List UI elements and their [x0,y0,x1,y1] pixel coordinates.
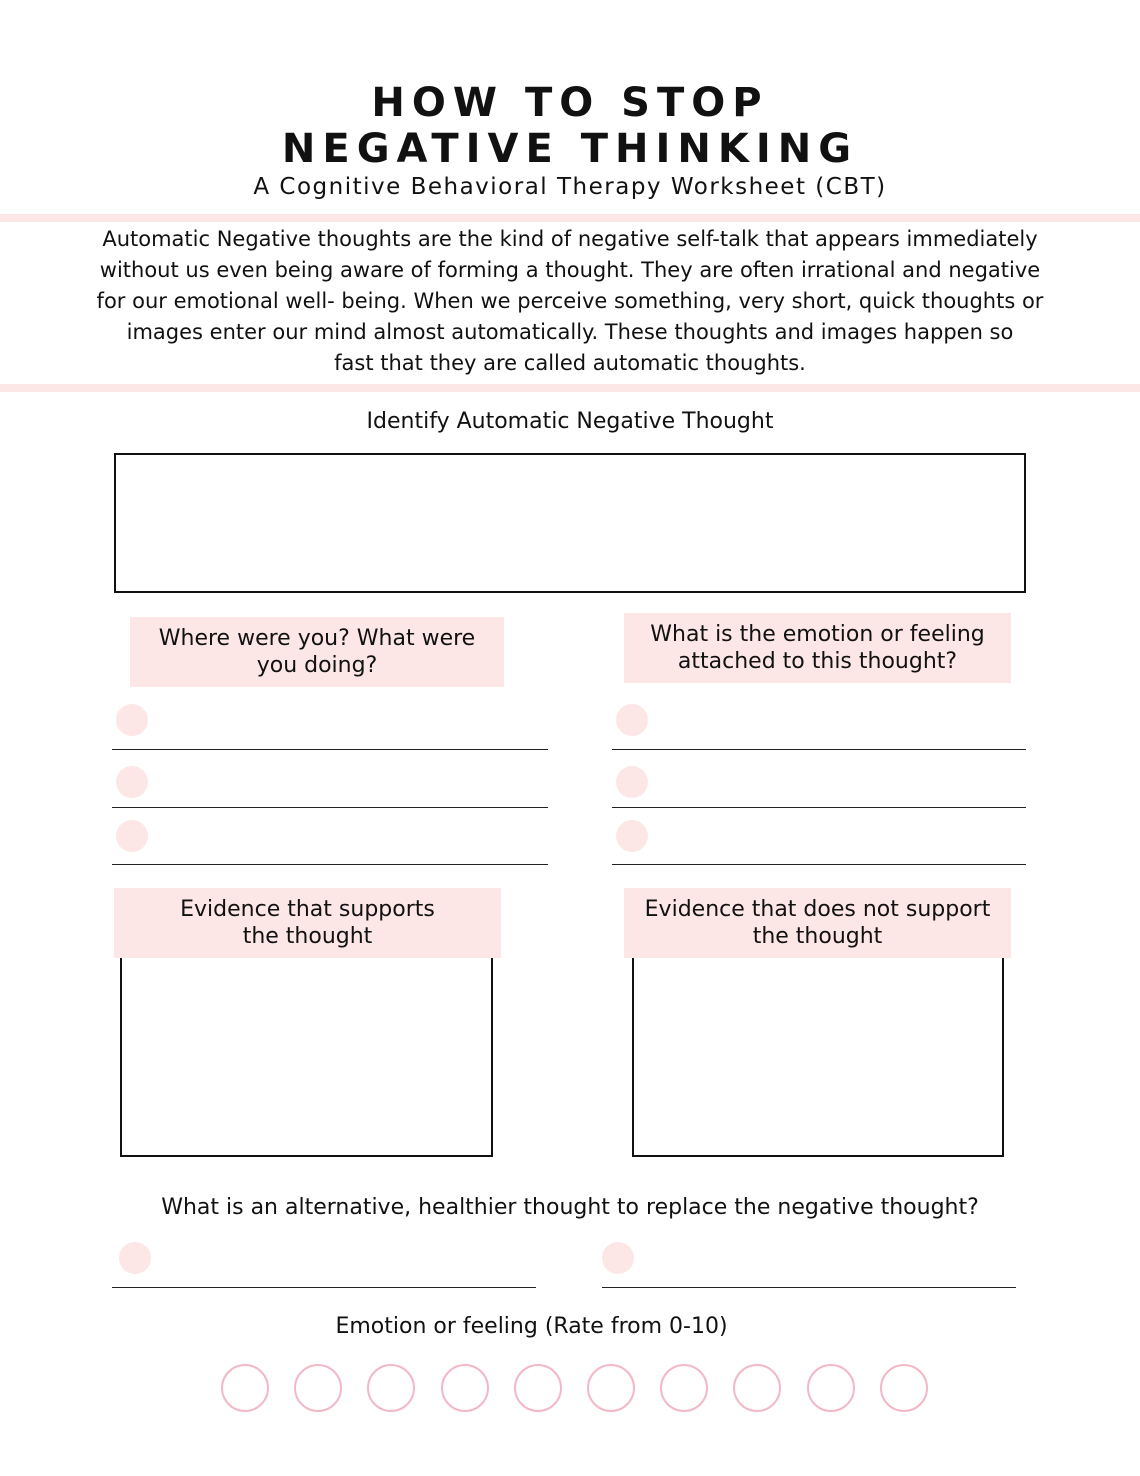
bullet-dot [116,704,148,736]
rating-circle-3[interactable] [441,1364,489,1412]
supports-prompt [114,888,501,958]
alternative-label: What is an alternative, healthier thought to replace the negative thought? [161,1195,979,1220]
identify-label: Identify Automatic Negative Thought [366,409,774,434]
where-prompt-line: you doing? [256,653,378,678]
bullet-dot [602,1242,634,1274]
not-support-evidence-box[interactable] [632,958,1004,1157]
rating-circle-4[interactable] [514,1364,562,1412]
bullet-dot [616,820,648,852]
supports-prompt-line: Evidence that supports [180,897,435,922]
bullet-dot [116,766,148,798]
rating-circle-8[interactable] [807,1364,855,1412]
rating-circle-6[interactable] [660,1364,708,1412]
top-divider-band [0,214,1140,222]
supports-evidence-box[interactable] [120,958,493,1157]
alternative-answer-line-2[interactable] [602,1287,1016,1288]
not-support-prompt-line: Evidence that does not support [644,897,991,922]
rating-circle-5[interactable] [587,1364,635,1412]
not-support-prompt-line: the thought [752,924,883,949]
emotion-answer-line-1[interactable] [612,749,1026,750]
supports-prompt-line: the thought [242,924,373,949]
intro-line: for our emotional well- being. When we perceive something, very short, quick thoughts or [96,289,1044,313]
rating-scale [221,1364,931,1412]
rating-circle-1[interactable] [294,1364,342,1412]
intro-line: fast that they are called automatic thoughts. [334,351,806,375]
subtitle: A Cognitive Behavioral Therapy Worksheet (CBT) [253,174,887,200]
emotion-prompt-line: attached to this thought? [677,649,958,674]
bullet-dot [116,820,148,852]
bottom-divider-band [0,384,1140,392]
emotion-prompt-line: What is the emotion or feeling [650,622,985,647]
identify-thought-box[interactable] [114,453,1026,593]
not-support-prompt [624,888,1011,958]
intro-line: images enter our mind almost automatically. These thoughts and images happen so [126,320,1014,344]
rating-label: Emotion or feeling (Rate from 0-10) [335,1314,728,1339]
intro-line: without us even being aware of forming a thought. They are often irrational and negative [99,258,1041,282]
alternative-answer-line-1[interactable] [112,1287,536,1288]
bullet-dot [119,1242,151,1274]
rating-circle-2[interactable] [367,1364,415,1412]
rating-circle-9[interactable] [880,1364,928,1412]
title-line-2: NEGATIVE THINKING [281,126,859,172]
title-line-1: HOW TO STOP [371,80,769,126]
where-answer-line-2[interactable] [112,807,548,808]
bullet-dot [616,766,648,798]
emotion-answer-line-2[interactable] [612,807,1026,808]
where-answer-line-1[interactable] [112,749,548,750]
intro-line: Automatic Negative thoughts are the kind of negative self-talk that appears immediately [102,227,1038,251]
intro-paragraph [95,224,1045,379]
where-answer-line-3[interactable] [112,864,548,865]
rating-circle-0[interactable] [221,1364,269,1412]
emotion-prompt [624,613,1011,683]
where-prompt-line: Where were you? What were [158,626,476,651]
rating-circle-7[interactable] [733,1364,781,1412]
emotion-answer-line-3[interactable] [612,864,1026,865]
where-prompt [130,617,504,687]
bullet-dot [616,704,648,736]
